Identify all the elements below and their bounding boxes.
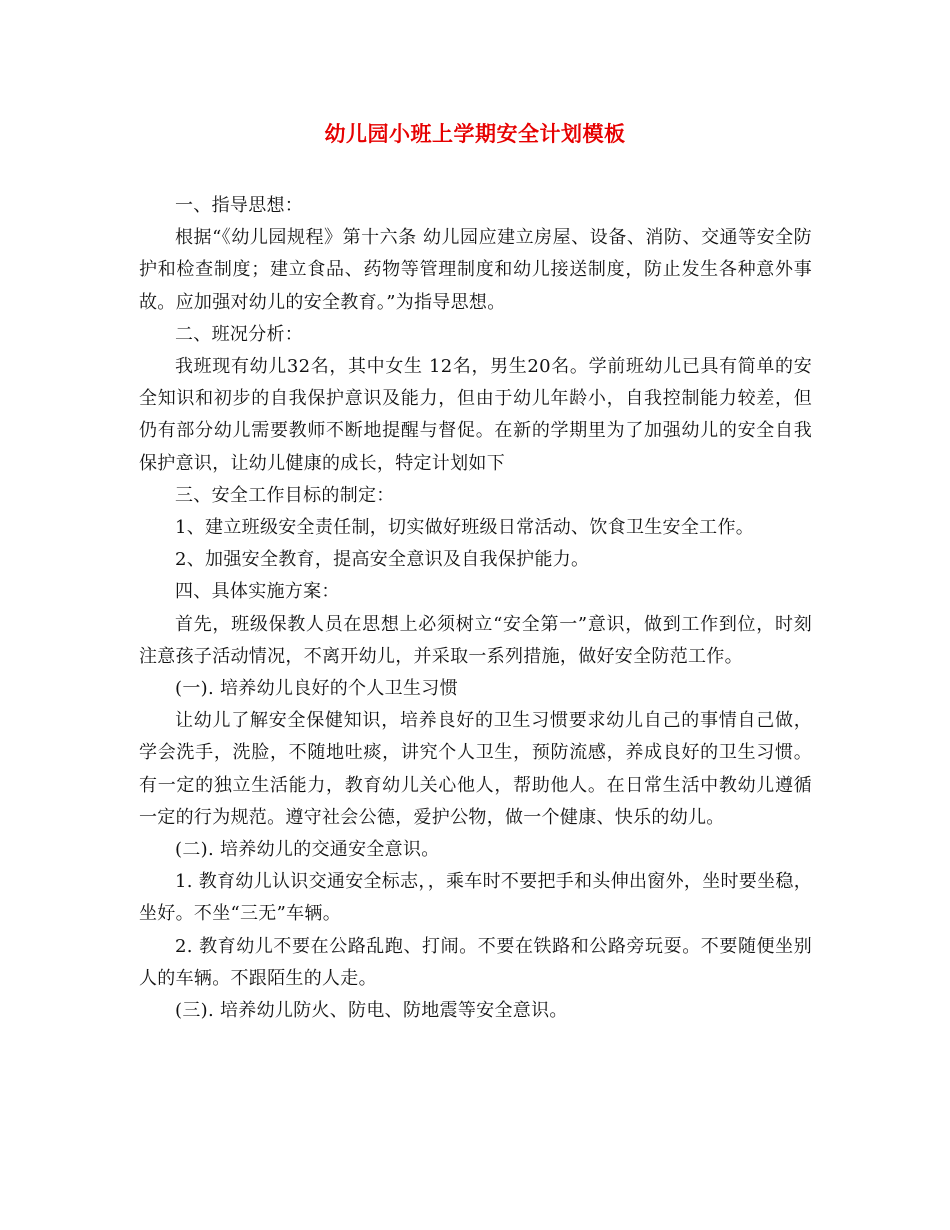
subsection-heading: (一). 培养幼儿良好的个人卫生习惯 xyxy=(175,678,458,700)
section-heading-safety-goals: 三、安全工作目标的制定： xyxy=(175,484,395,506)
paragraph: 根据“《幼儿园规程》第十六条 幼儿园应建立房屋、设备、消防、交通等安全防护和检查制度；建立食品、药物等管理制度和幼儿接送制度，防止发生各种意外事故。应加强对幼儿的安全教育。”为指导思想。 xyxy=(139,227,812,313)
document-body xyxy=(139,190,812,1027)
list-item: 1. 教育幼儿认识交通安全标志，，乘车时不要把手和头伸出窗外，坐时要坐稳，坐好。不坐“三无”车辆。 xyxy=(139,871,812,925)
list-item: 2、加强安全教育，提高安全意识及自我保护能力。 xyxy=(175,549,590,571)
document-title: 幼儿园小班上学期安全计划模板 xyxy=(324,122,626,146)
section-heading-implementation: 四、具体实施方案： xyxy=(175,581,340,603)
subsection-heading: (二). 培养幼儿的交通安全意识。 xyxy=(175,839,440,861)
section-heading-guiding-ideology: 一、指导思想： xyxy=(175,195,304,216)
paragraph: 首先，班级保教人员在思想上必须树立“安全第一”意识，做到工作到位，时刻注意孩子活动情况，不离开幼儿，并采取一系列措施，做好安全防范工作。 xyxy=(139,613,812,667)
paragraph: 让幼儿了解安全保健知识，培养良好的卫生习惯要求幼儿自己的事情自己做，学会洗手，洗脸，不随地吐痰，讲究个人卫生，预防流感，养成良好的卫生习惯。有一定的独立生活能力，教育幼儿关心他人，帮助他人。在日常生活中教幼儿遵循一定的行为规范。遵守社会公德，爱护公物，做一个健康、快乐的幼儿。 xyxy=(139,710,812,828)
section-heading-class-analysis: 二、班况分析： xyxy=(175,323,304,345)
list-item: 2. 教育幼儿不要在公路乱跑、打闹。不要在铁路和公路旁玩耍。不要随便坐别人的车辆。不跟陌生的人走。 xyxy=(139,935,812,989)
paragraph: 我班现有幼儿32名，其中女生 12名，男生20名。学前班幼儿已具有简单的安全知识和初步的自我保护意识及能力，但由于幼儿年龄小，自我控制能力较差，但仍有部分幼儿需要教师不断地提醒与督促。在新的学期里为了加强幼儿的安全自我保护意识，让幼儿健康的成长，特定计划如下 xyxy=(139,356,812,474)
subsection-heading: (三). 培养幼儿防火、防电、防地震等安全意识。 xyxy=(175,1000,568,1022)
list-item: 1、建立班级安全责任制，切实做好班级日常活动、饮食卫生安全工作。 xyxy=(175,517,755,539)
